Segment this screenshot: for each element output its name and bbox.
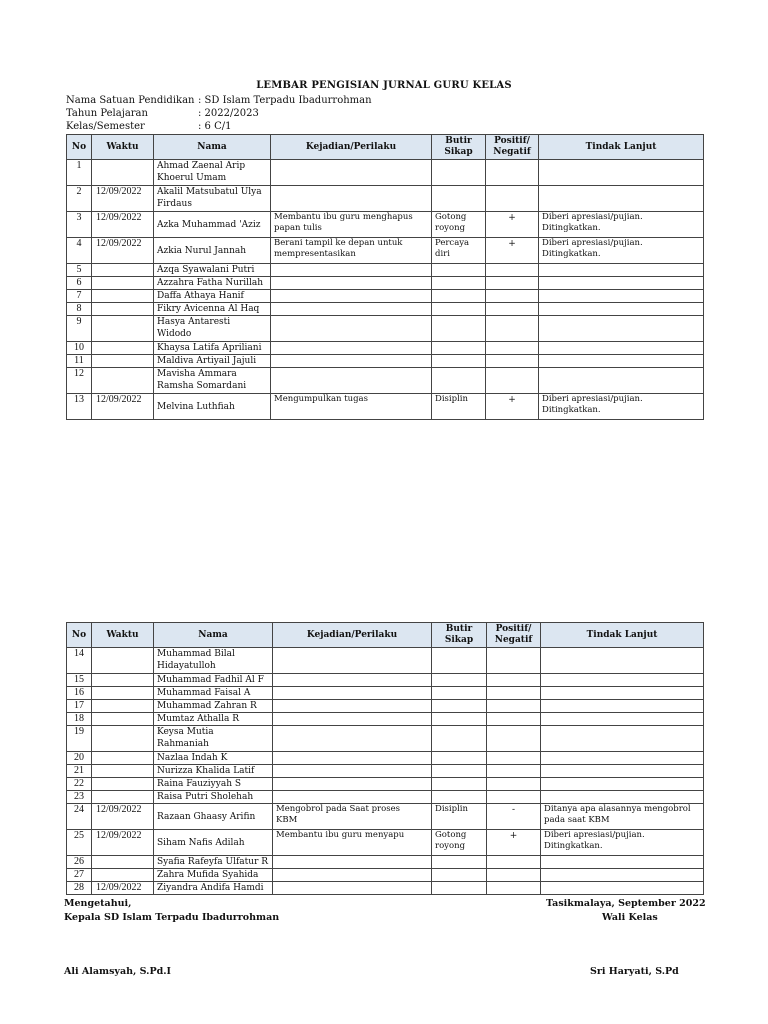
table-row xyxy=(67,290,704,303)
cell-no: 2 xyxy=(67,186,92,212)
cell-waktu xyxy=(92,160,154,186)
table-row xyxy=(67,277,704,290)
cell-tindak-lanjut xyxy=(541,778,704,791)
cell-no: 25 xyxy=(67,830,92,856)
cell-butir-sikap xyxy=(432,765,487,778)
cell-no: 8 xyxy=(67,303,92,316)
cell-waktu xyxy=(92,290,154,303)
cell-kejadian xyxy=(273,791,432,804)
cell-no: 27 xyxy=(67,869,92,882)
col-header-nama: Nama xyxy=(154,135,271,160)
col-header-nama: Nama xyxy=(154,623,273,648)
cell-no: 3 xyxy=(67,212,92,238)
cell-no: 20 xyxy=(67,752,92,765)
cell-waktu xyxy=(92,791,154,804)
cell-kejadian xyxy=(273,882,432,895)
cell-no: 16 xyxy=(67,687,92,700)
kepala-name: Ali Alamsyah, S.Pd.I xyxy=(64,966,171,977)
cell-waktu xyxy=(92,778,154,791)
cell-waktu xyxy=(92,765,154,778)
table-row xyxy=(67,830,704,856)
cell-kejadian xyxy=(271,316,432,342)
cell-waktu: 12/09/2022 xyxy=(92,186,154,212)
col-header-waktu: Waktu xyxy=(92,135,154,160)
cell-kejadian xyxy=(271,264,432,277)
cell-tindak-lanjut xyxy=(539,160,704,186)
cell-positif-negatif xyxy=(486,355,539,368)
cell-butir-sikap xyxy=(432,713,487,726)
cell-nama: Muhammad Faisal A xyxy=(154,687,273,700)
cell-kejadian xyxy=(273,765,432,778)
cell-tindak-lanjut xyxy=(541,791,704,804)
cell-nama: Melvina Luthfiah xyxy=(154,394,271,420)
cell-tindak-lanjut xyxy=(541,869,704,882)
cell-positif-negatif: - xyxy=(487,804,541,830)
meta-value: : 6 C/1 xyxy=(198,121,232,132)
cell-positif-negatif xyxy=(487,765,541,778)
cell-kejadian xyxy=(273,778,432,791)
cell-tindak-lanjut: Ditanya apa alasannya mengobrol pada saat KBM xyxy=(541,804,704,830)
cell-waktu: 12/09/2022 xyxy=(92,238,154,264)
cell-nama: Nurizza Khalida Latif xyxy=(154,765,273,778)
cell-no: 5 xyxy=(67,264,92,277)
cell-positif-negatif xyxy=(487,726,541,752)
cell-positif-negatif xyxy=(487,648,541,674)
cell-kejadian xyxy=(271,160,432,186)
cell-nama: Khaysa Latifa Apriliani xyxy=(154,342,271,355)
cell-butir-sikap xyxy=(432,290,486,303)
cell-no: 21 xyxy=(67,765,92,778)
cell-nama: Muhammad Fadhil Al F xyxy=(154,674,273,687)
cell-tindak-lanjut xyxy=(539,368,704,394)
cell-butir-sikap xyxy=(432,368,486,394)
cell-tindak-lanjut xyxy=(541,752,704,765)
cell-positif-negatif xyxy=(487,687,541,700)
cell-no: 24 xyxy=(67,804,92,830)
cell-positif-negatif xyxy=(487,856,541,869)
cell-tindak-lanjut xyxy=(539,316,704,342)
cell-no: 9 xyxy=(67,316,92,342)
cell-no: 10 xyxy=(67,342,92,355)
cell-no: 26 xyxy=(67,856,92,869)
cell-kejadian xyxy=(271,277,432,290)
cell-nama: Raisa Putri Sholehah xyxy=(154,791,273,804)
cell-nama: Hasya Antaresti Widodo xyxy=(154,316,271,342)
cell-waktu xyxy=(92,869,154,882)
cell-no: 7 xyxy=(67,290,92,303)
cell-butir-sikap xyxy=(432,264,486,277)
cell-no: 11 xyxy=(67,355,92,368)
cell-positif-negatif xyxy=(487,700,541,713)
cell-tindak-lanjut xyxy=(541,648,704,674)
table-row xyxy=(67,394,704,420)
col-header-tindak: Tindak Lanjut xyxy=(539,135,704,160)
cell-nama: Keysa Mutia Rahmaniah xyxy=(154,726,273,752)
cell-tindak-lanjut xyxy=(541,700,704,713)
cell-butir-sikap xyxy=(432,869,487,882)
cell-nama: Ahmad Zaenal Arip Khoerul Umam xyxy=(154,160,271,186)
table-row xyxy=(67,700,704,713)
table-row xyxy=(67,303,704,316)
mengetahui-label: Mengetahui, xyxy=(64,898,132,909)
col-header-butir: Butir Sikap xyxy=(432,623,487,648)
cell-positif-negatif xyxy=(487,791,541,804)
cell-tindak-lanjut xyxy=(539,342,704,355)
cell-butir-sikap: Percaya diri xyxy=(432,238,486,264)
cell-no: 12 xyxy=(67,368,92,394)
kepala-title: Kepala SD Islam Terpadu Ibadurrohman xyxy=(64,912,280,923)
cell-kejadian: Membantu ibu guru menyapu xyxy=(273,830,432,856)
table-row xyxy=(67,160,704,186)
table-header-row xyxy=(67,135,704,160)
cell-waktu xyxy=(92,277,154,290)
cell-butir-sikap: Disiplin xyxy=(432,394,486,420)
cell-waktu xyxy=(92,726,154,752)
col-header-posneg: Positif/ Negatif xyxy=(486,135,539,160)
cell-butir-sikap xyxy=(432,648,487,674)
cell-kejadian xyxy=(273,713,432,726)
table-row xyxy=(67,186,704,212)
table-row xyxy=(67,713,704,726)
cell-butir-sikap xyxy=(432,342,486,355)
cell-nama: Siham Nafis Adilah xyxy=(154,830,273,856)
meta-label: Kelas/Semester xyxy=(66,121,145,132)
cell-nama: Azqa Syawalani Putri xyxy=(154,264,271,277)
meta-value: : SD Islam Terpadu Ibadurrohman xyxy=(198,95,372,106)
col-header-waktu: Waktu xyxy=(92,623,154,648)
cell-nama: Mavisha Ammara Ramsha Somardani xyxy=(154,368,271,394)
cell-kejadian xyxy=(271,290,432,303)
cell-nama: Azzahra Fatha Nurillah xyxy=(154,277,271,290)
table-row xyxy=(67,726,704,752)
cell-no: 19 xyxy=(67,726,92,752)
cell-positif-negatif xyxy=(486,290,539,303)
col-header-butir: Butir Sikap xyxy=(432,135,486,160)
cell-positif-negatif: + xyxy=(487,830,541,856)
table-row xyxy=(67,674,704,687)
cell-no: 14 xyxy=(67,648,92,674)
cell-butir-sikap xyxy=(432,700,487,713)
cell-nama: Daffa Athaya Hanif xyxy=(154,290,271,303)
cell-kejadian xyxy=(273,856,432,869)
cell-kejadian: Mengumpulkan tugas xyxy=(271,394,432,420)
cell-waktu xyxy=(92,700,154,713)
table-row xyxy=(67,368,704,394)
cell-tindak-lanjut: Diberi apresiasi/pujian. Ditingkatkan. xyxy=(541,830,704,856)
cell-nama: Razaan Ghaasy Arifin xyxy=(154,804,273,830)
cell-kejadian: Berani tampil ke depan untuk mempresentasikan xyxy=(271,238,432,264)
cell-no: 15 xyxy=(67,674,92,687)
cell-waktu xyxy=(92,752,154,765)
cell-waktu xyxy=(92,342,154,355)
cell-tindak-lanjut xyxy=(539,277,704,290)
table-row xyxy=(67,765,704,778)
cell-positif-negatif xyxy=(486,186,539,212)
table-row xyxy=(67,212,704,238)
cell-nama: Syafia Rafeyfa Ulfatur R xyxy=(154,856,273,869)
cell-butir-sikap xyxy=(432,355,486,368)
journal-table-2 xyxy=(66,622,704,895)
meta-value: : 2022/2023 xyxy=(198,108,259,119)
cell-butir-sikap xyxy=(432,316,486,342)
cell-tindak-lanjut xyxy=(539,186,704,212)
cell-positif-negatif: + xyxy=(486,212,539,238)
cell-positif-negatif: + xyxy=(486,238,539,264)
cell-positif-negatif xyxy=(486,160,539,186)
cell-tindak-lanjut xyxy=(541,726,704,752)
table-row xyxy=(67,687,704,700)
cell-kejadian xyxy=(271,303,432,316)
cell-no: 13 xyxy=(67,394,92,420)
cell-positif-negatif xyxy=(487,713,541,726)
table-row xyxy=(67,316,704,342)
col-header-kejadian: Kejadian/Perilaku xyxy=(271,135,432,160)
cell-positif-negatif xyxy=(486,303,539,316)
cell-tindak-lanjut xyxy=(541,765,704,778)
cell-waktu: 12/09/2022 xyxy=(92,882,154,895)
cell-waktu xyxy=(92,264,154,277)
cell-tindak-lanjut xyxy=(541,856,704,869)
meta-label: Nama Satuan Pendidikan xyxy=(66,95,195,106)
document-title: LEMBAR PENGISIAN JURNAL GURU KELAS xyxy=(256,80,512,91)
cell-nama: Azkia Nurul Jannah xyxy=(154,238,271,264)
cell-waktu xyxy=(92,368,154,394)
table-row xyxy=(67,804,704,830)
cell-nama: Muhammad Bilal Hidayatulloh xyxy=(154,648,273,674)
cell-positif-negatif xyxy=(487,778,541,791)
cell-butir-sikap xyxy=(432,186,486,212)
journal-table-1 xyxy=(66,134,704,420)
cell-no: 6 xyxy=(67,277,92,290)
cell-no: 1 xyxy=(67,160,92,186)
cell-kejadian xyxy=(273,752,432,765)
cell-waktu xyxy=(92,687,154,700)
cell-waktu: 12/09/2022 xyxy=(92,394,154,420)
cell-butir-sikap: Gotong royong xyxy=(432,830,487,856)
cell-waktu: 12/09/2022 xyxy=(92,212,154,238)
place-date: Tasikmalaya, September 2022 xyxy=(546,898,706,909)
cell-kejadian xyxy=(271,186,432,212)
col-header-posneg: Positif/ Negatif xyxy=(487,623,541,648)
cell-tindak-lanjut xyxy=(539,264,704,277)
cell-butir-sikap xyxy=(432,791,487,804)
cell-positif-negatif xyxy=(487,869,541,882)
table-row xyxy=(67,342,704,355)
cell-kejadian: Mengobrol pada Saat proses KBM xyxy=(273,804,432,830)
cell-positif-negatif xyxy=(487,752,541,765)
cell-kejadian xyxy=(271,355,432,368)
cell-positif-negatif xyxy=(486,368,539,394)
cell-nama: Muhammad Zahran R xyxy=(154,700,273,713)
cell-no: 17 xyxy=(67,700,92,713)
cell-tindak-lanjut xyxy=(541,674,704,687)
cell-waktu xyxy=(92,316,154,342)
cell-kejadian xyxy=(271,368,432,394)
cell-tindak-lanjut xyxy=(539,355,704,368)
cell-waktu xyxy=(92,355,154,368)
cell-kejadian xyxy=(273,869,432,882)
cell-butir-sikap: Gotong royong xyxy=(432,212,486,238)
cell-positif-negatif xyxy=(487,674,541,687)
cell-tindak-lanjut: Diberi apresiasi/pujian. Ditingkatkan. xyxy=(539,394,704,420)
cell-butir-sikap xyxy=(432,726,487,752)
cell-no: 18 xyxy=(67,713,92,726)
cell-waktu xyxy=(92,856,154,869)
table-row xyxy=(67,648,704,674)
cell-tindak-lanjut: Diberi apresiasi/pujian. Ditingkatkan. xyxy=(539,212,704,238)
col-header-no: No xyxy=(67,135,92,160)
table-header-row xyxy=(67,623,704,648)
cell-nama: Fikry Avicenna Al Haq xyxy=(154,303,271,316)
table-row xyxy=(67,355,704,368)
cell-nama: Akalil Matsubatul Ulya Firdaus xyxy=(154,186,271,212)
table-row xyxy=(67,264,704,277)
cell-nama: Raina Fauziyyah S xyxy=(154,778,273,791)
cell-positif-negatif xyxy=(486,277,539,290)
cell-butir-sikap xyxy=(432,752,487,765)
cell-tindak-lanjut: Diberi apresiasi/pujian. Ditingkatkan. xyxy=(539,238,704,264)
cell-no: 28 xyxy=(67,882,92,895)
cell-nama: Mumtaz Athalla R xyxy=(154,713,273,726)
wali-title: Wali Kelas xyxy=(602,912,658,923)
cell-waktu xyxy=(92,648,154,674)
table-row xyxy=(67,752,704,765)
cell-positif-negatif xyxy=(487,882,541,895)
cell-nama: Nazlaa Indah K xyxy=(154,752,273,765)
cell-butir-sikap xyxy=(432,687,487,700)
cell-nama: Zahra Mufida Syahida xyxy=(154,869,273,882)
cell-waktu: 12/09/2022 xyxy=(92,804,154,830)
cell-kejadian xyxy=(273,700,432,713)
cell-waktu xyxy=(92,674,154,687)
cell-kejadian xyxy=(271,342,432,355)
cell-butir-sikap: Disiplin xyxy=(432,804,487,830)
cell-kejadian: Membantu ibu guru menghapus papan tulis xyxy=(271,212,432,238)
cell-butir-sikap xyxy=(432,160,486,186)
cell-nama: Azka Muhammad 'Aziz xyxy=(154,212,271,238)
cell-positif-negatif xyxy=(486,342,539,355)
table-row xyxy=(67,882,704,895)
table-row xyxy=(67,869,704,882)
cell-tindak-lanjut xyxy=(541,687,704,700)
cell-kejadian xyxy=(273,726,432,752)
table-row xyxy=(67,791,704,804)
cell-nama: Maldiva Artiyail Jajuli xyxy=(154,355,271,368)
cell-kejadian xyxy=(273,674,432,687)
cell-butir-sikap xyxy=(432,856,487,869)
cell-positif-negatif: + xyxy=(486,394,539,420)
cell-kejadian xyxy=(273,648,432,674)
cell-butir-sikap xyxy=(432,674,487,687)
cell-no: 22 xyxy=(67,778,92,791)
cell-kejadian xyxy=(273,687,432,700)
cell-tindak-lanjut xyxy=(541,882,704,895)
cell-positif-negatif xyxy=(486,264,539,277)
cell-butir-sikap xyxy=(432,778,487,791)
cell-nama: Ziyandra Andifa Hamdi xyxy=(154,882,273,895)
cell-positif-negatif xyxy=(486,316,539,342)
cell-butir-sikap xyxy=(432,277,486,290)
cell-waktu xyxy=(92,713,154,726)
table-row xyxy=(67,856,704,869)
cell-no: 23 xyxy=(67,791,92,804)
wali-name: Sri Haryati, S.Pd xyxy=(590,966,679,977)
cell-butir-sikap xyxy=(432,303,486,316)
table-row xyxy=(67,238,704,264)
cell-butir-sikap xyxy=(432,882,487,895)
col-header-tindak: Tindak Lanjut xyxy=(541,623,704,648)
cell-tindak-lanjut xyxy=(539,303,704,316)
cell-waktu: 12/09/2022 xyxy=(92,830,154,856)
cell-tindak-lanjut xyxy=(541,713,704,726)
col-header-no: No xyxy=(67,623,92,648)
cell-waktu xyxy=(92,303,154,316)
table-row xyxy=(67,778,704,791)
cell-tindak-lanjut xyxy=(539,290,704,303)
meta-label: Tahun Pelajaran xyxy=(66,108,148,119)
cell-no: 4 xyxy=(67,238,92,264)
col-header-kejadian: Kejadian/Perilaku xyxy=(273,623,432,648)
